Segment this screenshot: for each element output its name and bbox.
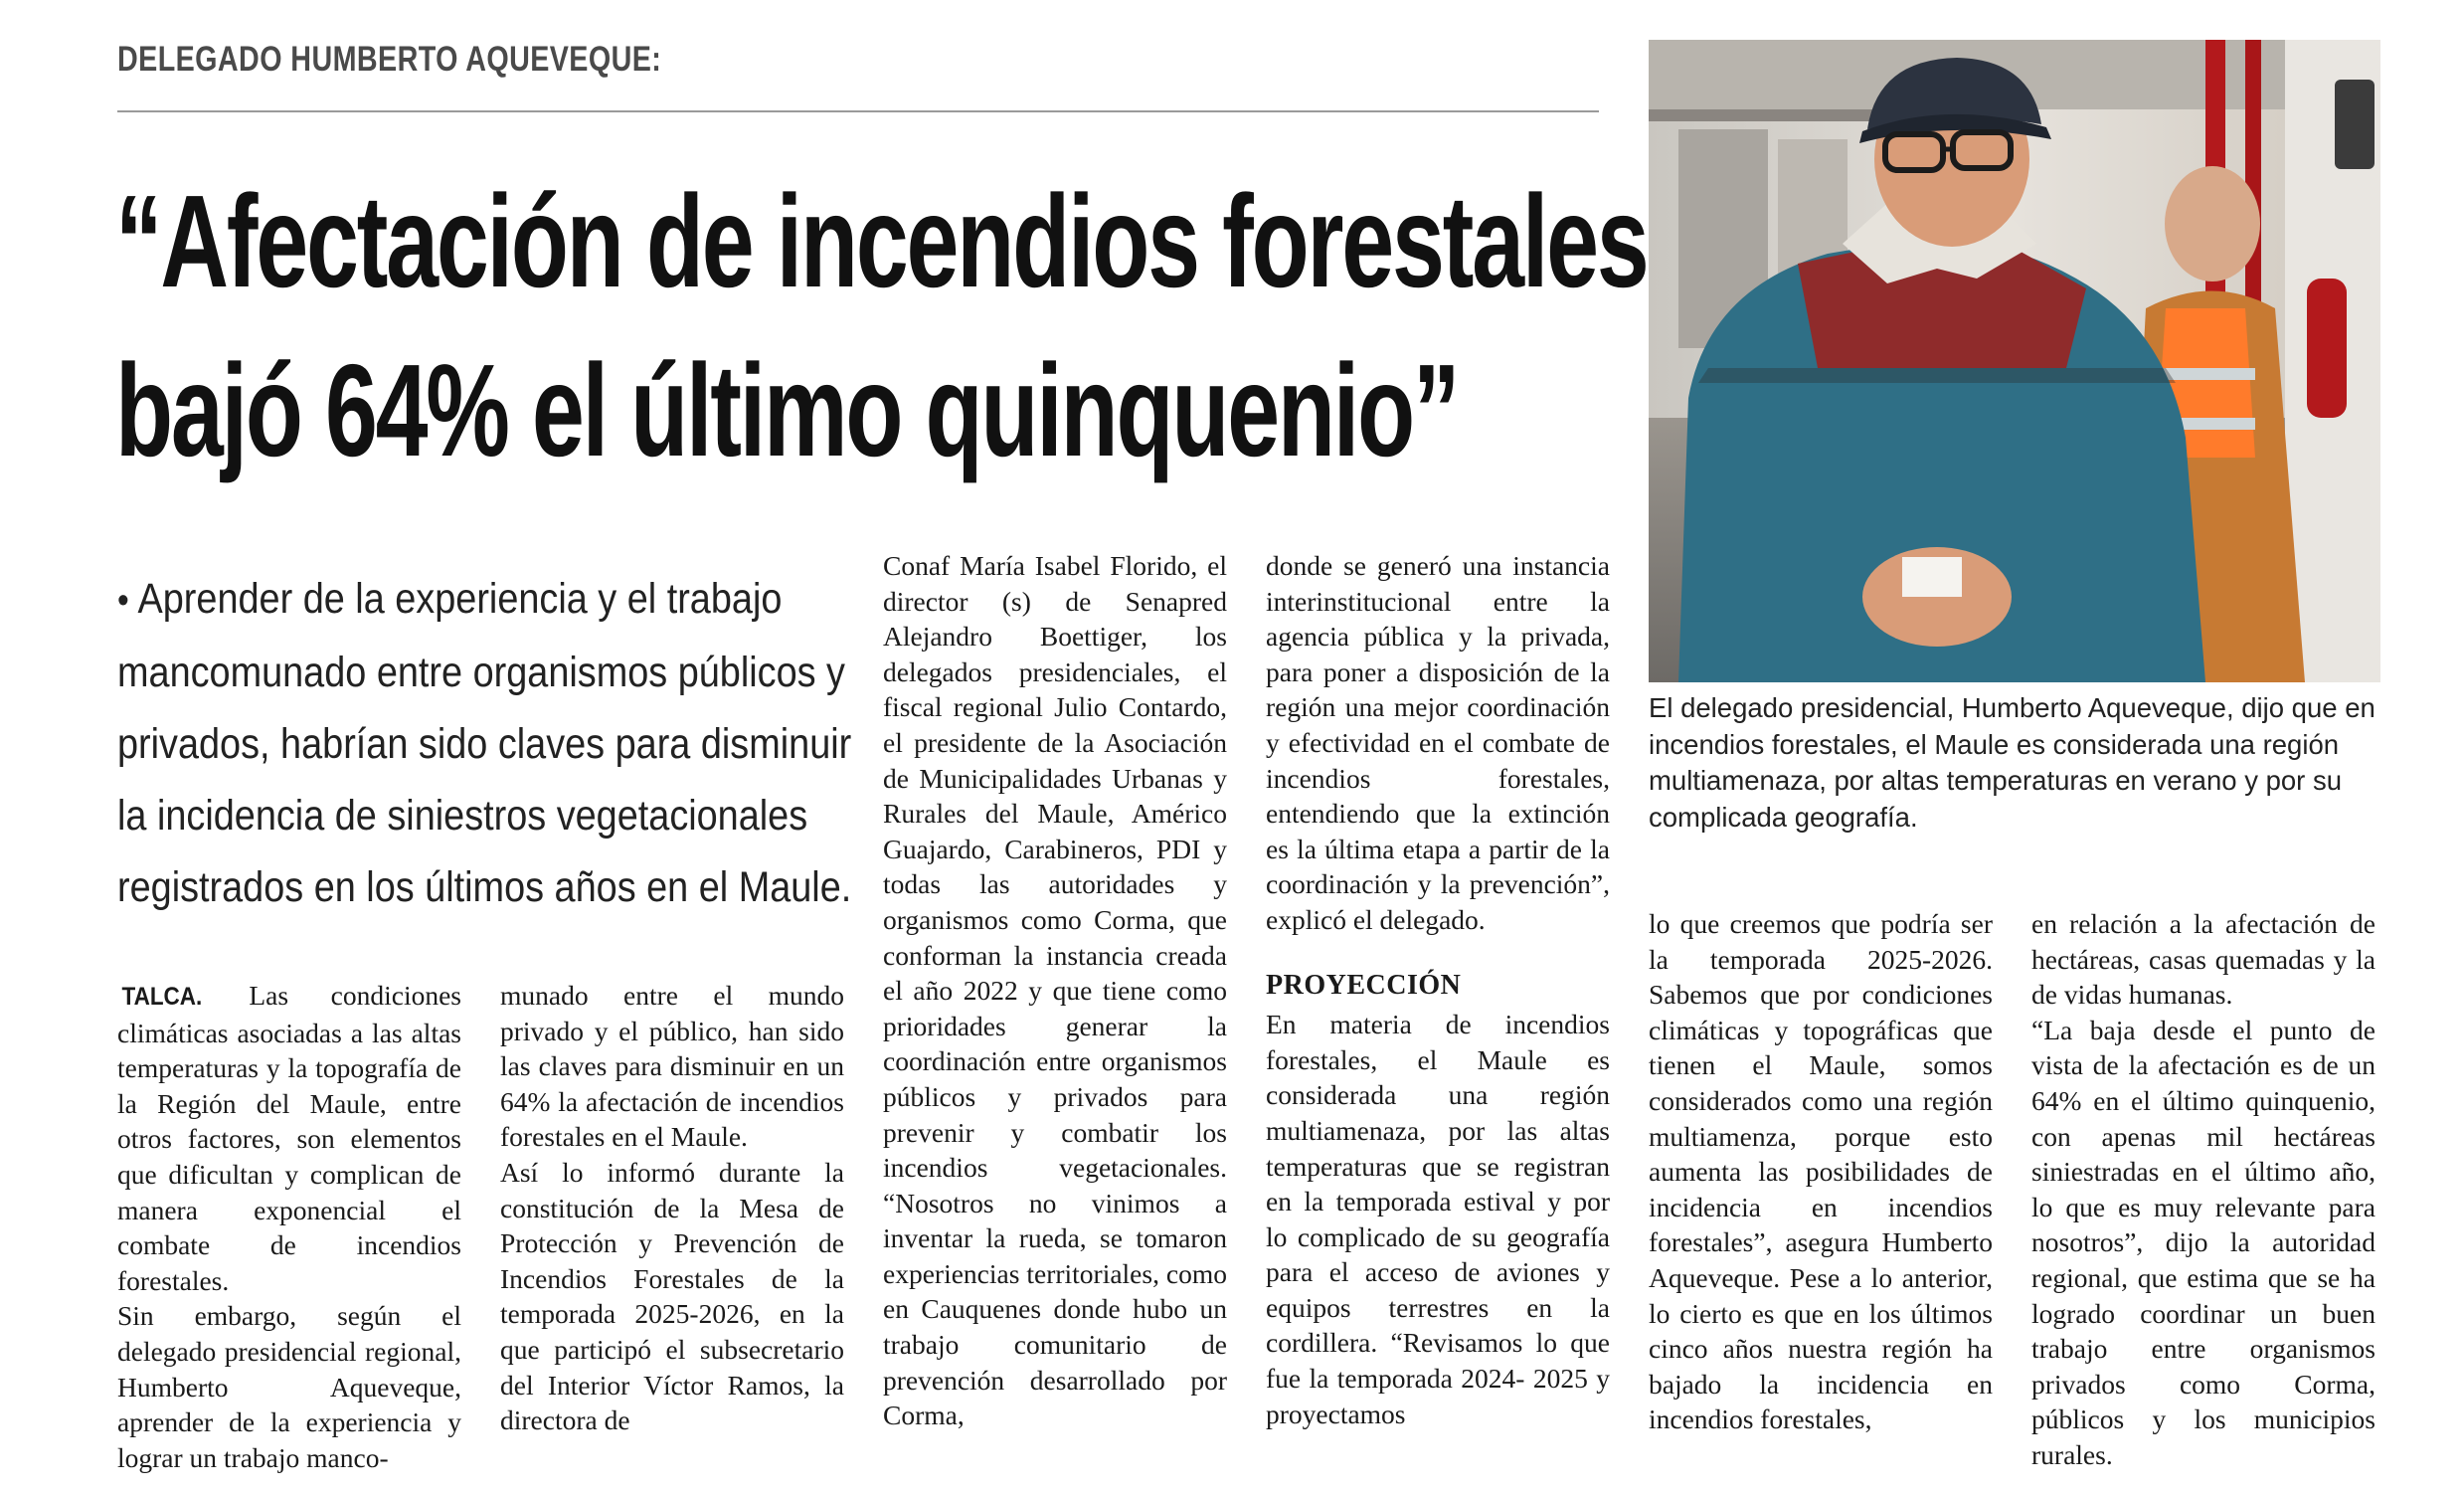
news-photo: [1649, 40, 2380, 682]
headline-line-2: bajó 64% el último quinquenio”: [115, 337, 1459, 483]
headline-line-1: “Afectación de incendios forestales: [115, 168, 1648, 314]
lead-summary: [117, 563, 887, 923]
subheading: PROYECCIÓN: [1266, 969, 1462, 1001]
paragraph: lo que creemos que podría ser la temporada 2025-2026. Sabemos que por condiciones climáticas y topográficas que tienen el Maule, somos considerados como una región multiamenza, porque esto aumenta las posibilidades de incidencia en incendios forestales”, asegura Humberto Aqueveque. Pese a lo anterior, lo cierto es que en los últimos cinco años nuestra región ha bajado la incidencia en incendios forestales,: [1649, 908, 1993, 1435]
paragraph: Sin embargo, según el delegado presidencial regional, Humberto Aqueveque, aprender de la experiencia y lograr un trabajo manco-: [117, 1300, 461, 1473]
body-column-6: [2031, 906, 2376, 1473]
paragraph: “La baja desde el punto de vista de la afectación es de un 64% en el último quinquenio, con apenas mil hectáreas siniestradas en el último año, lo que es muy relevante para nosotros”, dijo la autoridad regional, que estima que se ha logrado coordinar un buen trabajo entre organismos privados como Corma, públicos y los municipios rurales.: [2031, 1014, 2376, 1470]
kicker: DELEGADO HUMBERTO AQUEVEQUE:: [117, 40, 662, 79]
body-column-2: [500, 978, 844, 1438]
divider: [117, 110, 1599, 112]
photo-illustration: [1649, 40, 2380, 682]
headline: [115, 157, 1648, 495]
paragraph: en relación a la afectación de hectáreas, casas quemadas y la de vidas humanas.: [2031, 908, 2376, 1011]
dateline: TALCA.: [121, 983, 203, 1011]
paragraph: Las condiciones climáticas asociadas a las altas temperaturas y la topografía de la Región del Maule, entre otros factores, son elementos que dificultan y complican de manera exponencial el combate de incendios forestales.: [117, 980, 462, 1296]
paragraph: Así lo informó durante la constitución de la Mesa de Protección y Prevención de Incendios Forestales de la temporada 2025-2026, en la que participó el subsecretario del Interior Víctor Ramos, la directora de: [500, 1156, 844, 1436]
paragraph: Conaf María Isabel Florido, el director (s) de Senapred Alejandro Boettiger, los delegados presidenciales, el fiscal regional Julio Contardo, el presidente de la Asociación de Municipalidades Urbanas y Rurales del Maule, Américo Guajardo, Carabineros, PDI y todas las autoridades y organismos como Corma, que conforman la instancia creada el año 2022 y que tiene como prioridades generar la coordinación entre organismos públicos y privados para prevenir y combatir los incendios vegetacionales. “Nosotros no vinimos a inventar la rueda, se tomaron experiencias territoriales, como en Cauquenes donde hubo un trabajo comunitario de prevención desarrollado por Corma,: [883, 550, 1227, 1431]
bullet-icon: •: [117, 580, 129, 622]
body-column-5: [1649, 906, 1993, 1437]
body-column-1: [117, 978, 461, 1475]
body-column-3: [883, 548, 1227, 1433]
paragraph: donde se generó una instancia interinstitucional entre la agencia pública y la privada, para poner a disposición de la región una mejor coordinación y efectividad en el combate de incendios forestales, entendiendo que la extinción es la última etapa a partir de la coordinación y la prevención”, explicó el delegado.: [1266, 550, 1610, 935]
body-column-4: [1266, 548, 1610, 1431]
paragraph: En materia de incendios forestales, el Maule es considerada una región multiamenaza, por las altas temperaturas que se registran en la temporada estival y por lo complicado de su geografía para el acceso de aviones y equipos terrestres en la cordillera. “Revisamos lo que fue la temporada 2024- 2025 y proyectamos: [1266, 1009, 1610, 1429]
photo-caption: El delegado presidencial, Humberto Aqueveque, dijo que en incendios forestales, el Maule es considerada una región multiamenaza, por altas temperaturas en verano y por su complicada geografía.: [1649, 692, 2376, 833]
paragraph: munado entre el mundo privado y el público, han sido las claves para disminuir en un 64% la afectación de incendios forestales en el Maule.: [500, 980, 844, 1153]
lead-summary-text: Aprender de la experiencia y el trabajo mancomunado entre organismos públicos y privados, habrían sido claves para disminuir la incidencia de siniestros vegetacionales registrados en los últimos años en el Maule.: [117, 575, 852, 911]
